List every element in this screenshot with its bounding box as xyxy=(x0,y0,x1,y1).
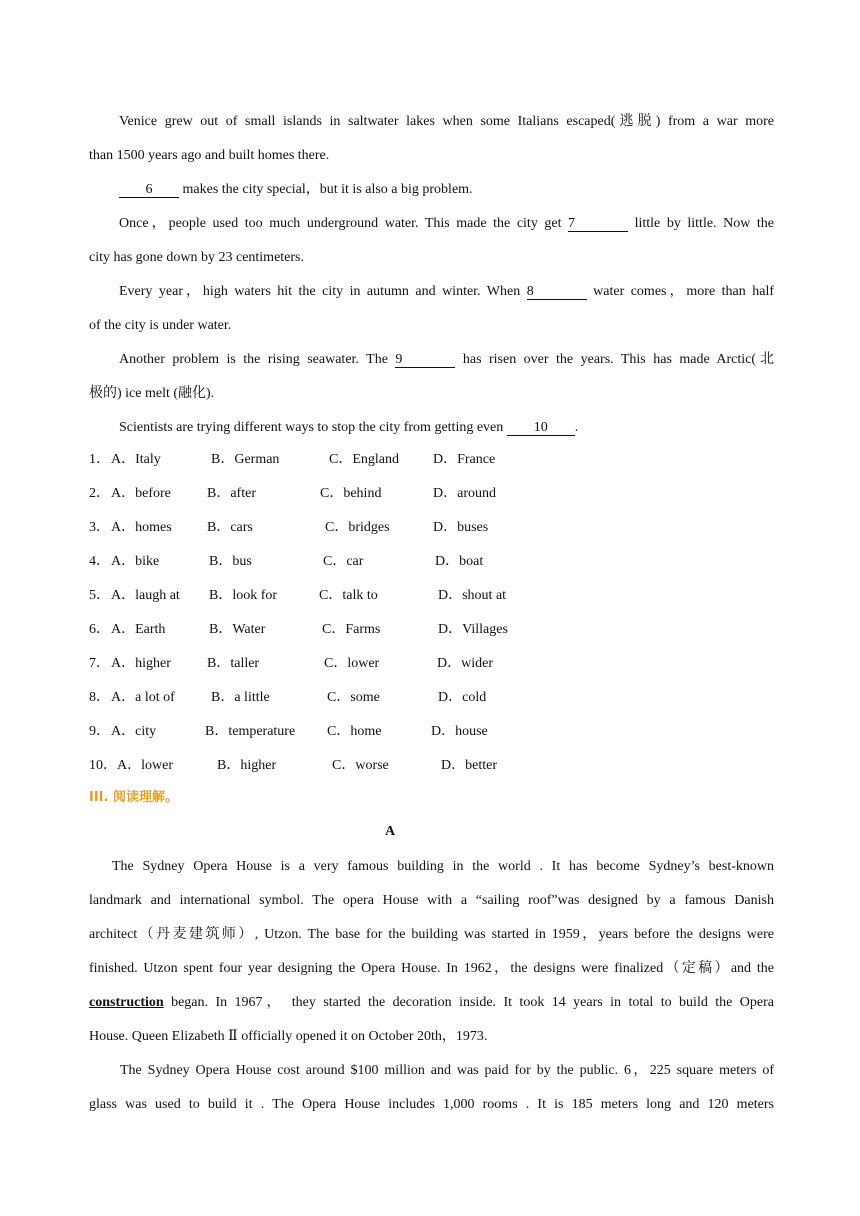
option-c: C．bridges xyxy=(325,520,390,535)
option-c: C．lower xyxy=(324,656,380,671)
reading-line: finished. Utzon spent four year designing the Opera House. In 1962，the designs were finalized（定稿）and the xyxy=(89,961,774,976)
passage-line xyxy=(89,173,774,207)
option-b: B．after xyxy=(207,486,256,501)
reading-line: glass was used to build it . The Opera House includes 1,000 rooms . It is 185 meters long and 120 meters xyxy=(89,1097,774,1112)
option-c: C．Farms xyxy=(322,622,381,637)
passage-text: Every year，high waters hit the city in autumn and winter. When xyxy=(119,284,527,299)
question-number: 1． xyxy=(89,452,110,467)
option-d: D．France xyxy=(433,452,496,467)
question-number: 2． xyxy=(89,486,110,501)
blank-7: 7 xyxy=(568,216,628,232)
option-a: A．a lot of xyxy=(111,690,175,705)
reading-line: The Sydney Opera House is a very famous building in the world . It has become Sydney’s best-known xyxy=(112,859,774,874)
reading-line: House. Queen Elizabeth Ⅱ officially opened it on October 20th，1973. xyxy=(89,1029,488,1044)
option-c: C．England xyxy=(329,452,399,467)
passage-line: than 1500 years ago and built homes there. xyxy=(89,148,330,163)
passage-text: Once，people used too much underground water. This made the city get xyxy=(119,216,569,231)
option-a: A．higher xyxy=(111,656,171,671)
option-d: D．boat xyxy=(435,554,484,569)
reading-line xyxy=(89,986,774,1020)
option-c: C．behind xyxy=(320,486,382,501)
passage-line xyxy=(89,343,774,377)
underlined-word: construction xyxy=(89,995,164,1010)
passage-text: . xyxy=(574,420,579,435)
passage-line: Venice grew out of small islands in saltwater lakes when some Italians escaped(逃脱) from a war more xyxy=(119,114,774,129)
passage-text: Scientists are trying different ways to stop the city from getting even xyxy=(119,420,507,435)
passage-text: has risen over the years. This has made Arctic(北 xyxy=(455,352,774,367)
question-number: 8． xyxy=(89,690,110,705)
option-b: B．look for xyxy=(209,588,278,603)
reading-line: The Sydney Opera House cost around $100 million and was paid for by the public. 6，225 square meters of xyxy=(120,1063,774,1078)
question-number: 7． xyxy=(89,656,110,671)
option-a: A．bike xyxy=(111,554,160,569)
option-a: A．laugh at xyxy=(111,588,180,603)
question-number: 6． xyxy=(89,622,110,637)
option-a: A．before xyxy=(111,486,171,501)
option-d: D．Villages xyxy=(438,622,508,637)
passage-line xyxy=(89,275,774,309)
option-b: B．a little xyxy=(211,690,270,705)
option-d: D．wider xyxy=(437,656,493,671)
reading-line: landmark and international symbol. The opera House with a “sailing roof”was designed by a famous Danish xyxy=(89,893,774,908)
question-number: 3． xyxy=(89,520,110,535)
passage-text: little by little. Now the xyxy=(628,216,774,231)
question-number: 9． xyxy=(89,724,110,739)
option-c: C．car xyxy=(323,554,364,569)
option-a: A．Earth xyxy=(111,622,166,637)
option-b: B．temperature xyxy=(205,724,296,739)
passage-line: 极的) ice melt (融化). xyxy=(89,386,215,401)
passage-line xyxy=(89,207,774,241)
blank-8: 8 xyxy=(527,284,587,300)
blank-10: 10 xyxy=(507,420,575,436)
blank-6: 6 xyxy=(119,182,179,198)
passage-text: Another problem is the rising seawater. The xyxy=(119,352,396,367)
reading-line: architect（丹麦建筑师）, Utzon. The base for the building was started in 1959，years before the designs were xyxy=(89,927,774,942)
option-d: D．shout at xyxy=(438,588,507,603)
option-b: B．higher xyxy=(217,758,277,773)
option-b: B．taller xyxy=(207,656,260,671)
question-number: 10． xyxy=(89,758,117,773)
passage-text: makes the city special，but it is also a big problem. xyxy=(179,182,473,197)
question-number: 5． xyxy=(89,588,110,603)
option-b: B．bus xyxy=(209,554,252,569)
option-d: D．house xyxy=(431,724,488,739)
option-b: B．Water xyxy=(209,622,266,637)
passage-line xyxy=(89,411,774,445)
option-a: A．homes xyxy=(111,520,172,535)
reading-text: began. In 1967， they started the decoration inside. It took 14 years in total to build the Opera xyxy=(163,995,774,1010)
option-d: D．buses xyxy=(433,520,489,535)
passage-line: city has gone down by 23 centimeters. xyxy=(89,250,305,265)
option-c: C．some xyxy=(327,690,380,705)
option-a: A．lower xyxy=(117,758,173,773)
passage-text: water comes，more than half xyxy=(586,284,774,299)
option-a: A．Italy xyxy=(111,452,161,467)
option-d: D．cold xyxy=(438,690,487,705)
option-d: D．better xyxy=(441,758,497,773)
passage-line: of the city is under water. xyxy=(89,318,232,333)
reading-title: A xyxy=(384,824,396,839)
option-a: A．city xyxy=(111,724,157,739)
section-heading: III. 阅读理解。 xyxy=(89,790,178,805)
option-b: B．German xyxy=(211,452,280,467)
option-b: B．cars xyxy=(207,520,253,535)
question-number: 4． xyxy=(89,554,110,569)
option-c: C．home xyxy=(327,724,382,739)
blank-9: 9 xyxy=(395,352,455,368)
option-d: D．around xyxy=(433,486,496,501)
option-c: C．talk to xyxy=(319,588,378,603)
option-c: C．worse xyxy=(332,758,389,773)
